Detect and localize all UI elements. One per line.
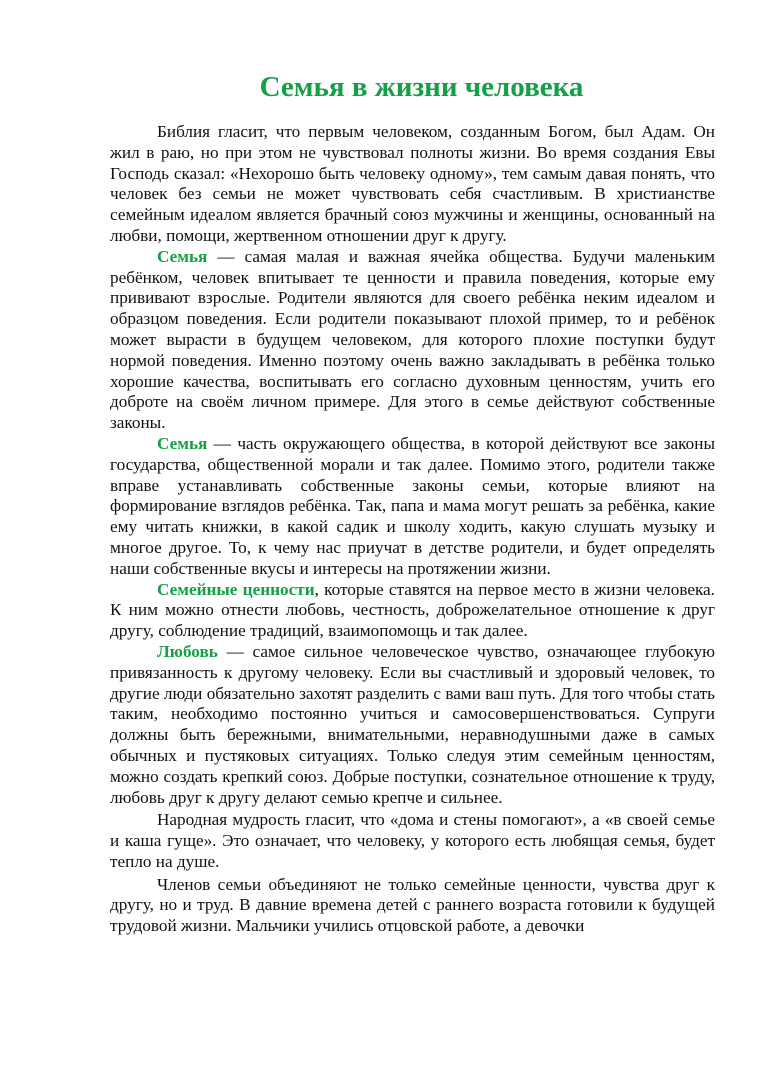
paragraph-6-text: Народная мудрость гласит, что «дома и стены помогают», а «в своей семье и каша гуще». Это означает, что человеку, у которого есть любящая семья, будет тепло на душе.	[110, 810, 715, 871]
paragraph-4	[110, 580, 715, 642]
paragraph-1	[110, 122, 715, 247]
document-page	[110, 70, 715, 937]
document-title: Семья в жизни человека	[259, 71, 584, 103]
paragraph-3	[110, 434, 715, 580]
paragraph-1-text: Библия гласит, что первым человеком, созданным Богом, был Адам. Он жил в раю, но при этом не чувствовал полноты жизни. Во время создания Евы Господь сказал: «Нехорошо быть человеку одному», тем самым давая понять, что человек без семьи не может чувствовать себя счастливым. В христианстве семейным идеалом является брачный союз мужчины и женщины, основанный на любви, помощи, жертвенном отношении друг к другу.	[110, 122, 715, 245]
paragraph-2-text: — самая малая и важная ячейка общества. Будучи маленьким ребёнком, человек впитывает те ценности и правила поведения, которые ему прививают взрослые. Родители являются для своего ребёнка неким идеалом и образцом поведения. Если родители показывают плохой пример, то и ребёнок может вырасти в будущем человеком, для которого плохие поступки будут нормой поведения. Именно поэтому очень важно закладывать в ребёнка только хорошие качества, воспитывать его согласно духовным ценностям, учить его доброте на своём личном примере. Для этого в семье действуют собственные законы.	[110, 246, 715, 433]
paragraph-5-lead: Любовь	[157, 641, 218, 661]
paragraph-4-text: , которые ставятся на первое место в жизни человека. К ним можно отнести любовь, честность, доброжелательное отношение к друг другу, соблюдение традиций, взаимопомощь и так далее.	[110, 579, 715, 641]
paragraph-7-text: Членов семьи объединяют не только семейные ценности, чувства друг к другу, но и труд. В давние времена детей с раннего возраста готовили к будущей трудовой жизни. Мальчики учились отцовской работе, а девочки	[110, 874, 715, 936]
paragraph-5	[110, 642, 715, 808]
paragraph-4-lead: Семейные ценности	[157, 579, 315, 599]
paragraph-5-text: — самое сильное человеческое чувство, означающее глубокую привязанность к другому человеку. Если вы счастливый и здоровый человек, то другие люди обязательно захотят разделить с вами ваш путь. Для того чтобы стать таким, необходимо постоянно учиться и самосовершенствоваться. Супруги должны быть бережными, внимательными, неравнодушными даже в самых обычных и пустяковых ситуациях. Только следуя этим семейным ценностям, можно создать крепкий союз. Добрые поступки, сознательное отношение к труду, любовь друг к другу делают семью крепче и сильнее.	[110, 641, 715, 807]
paragraph-2-lead: Семья	[157, 246, 208, 266]
paragraph-6	[110, 810, 715, 872]
paragraph-2	[110, 247, 715, 434]
paragraph-7	[110, 875, 715, 937]
paragraph-3-lead: Семья	[157, 433, 208, 453]
paragraph-3-text: — часть окружающего общества, в которой действуют все законы государства, общественной морали и так далее. Помимо этого, родители также вправе устанавливать собственные законы семьи, которые влияют на формирование взглядов ребёнка. Так, папа и мама могут решать за ребёнка, какие ему читать книжки, в какой садик и школу ходить, какую слушать музыку и многое другое. То, к чему нас приучат в детстве родители, и будет определять наши собственные вкусы и интересы на протяжении жизни.	[110, 433, 715, 578]
